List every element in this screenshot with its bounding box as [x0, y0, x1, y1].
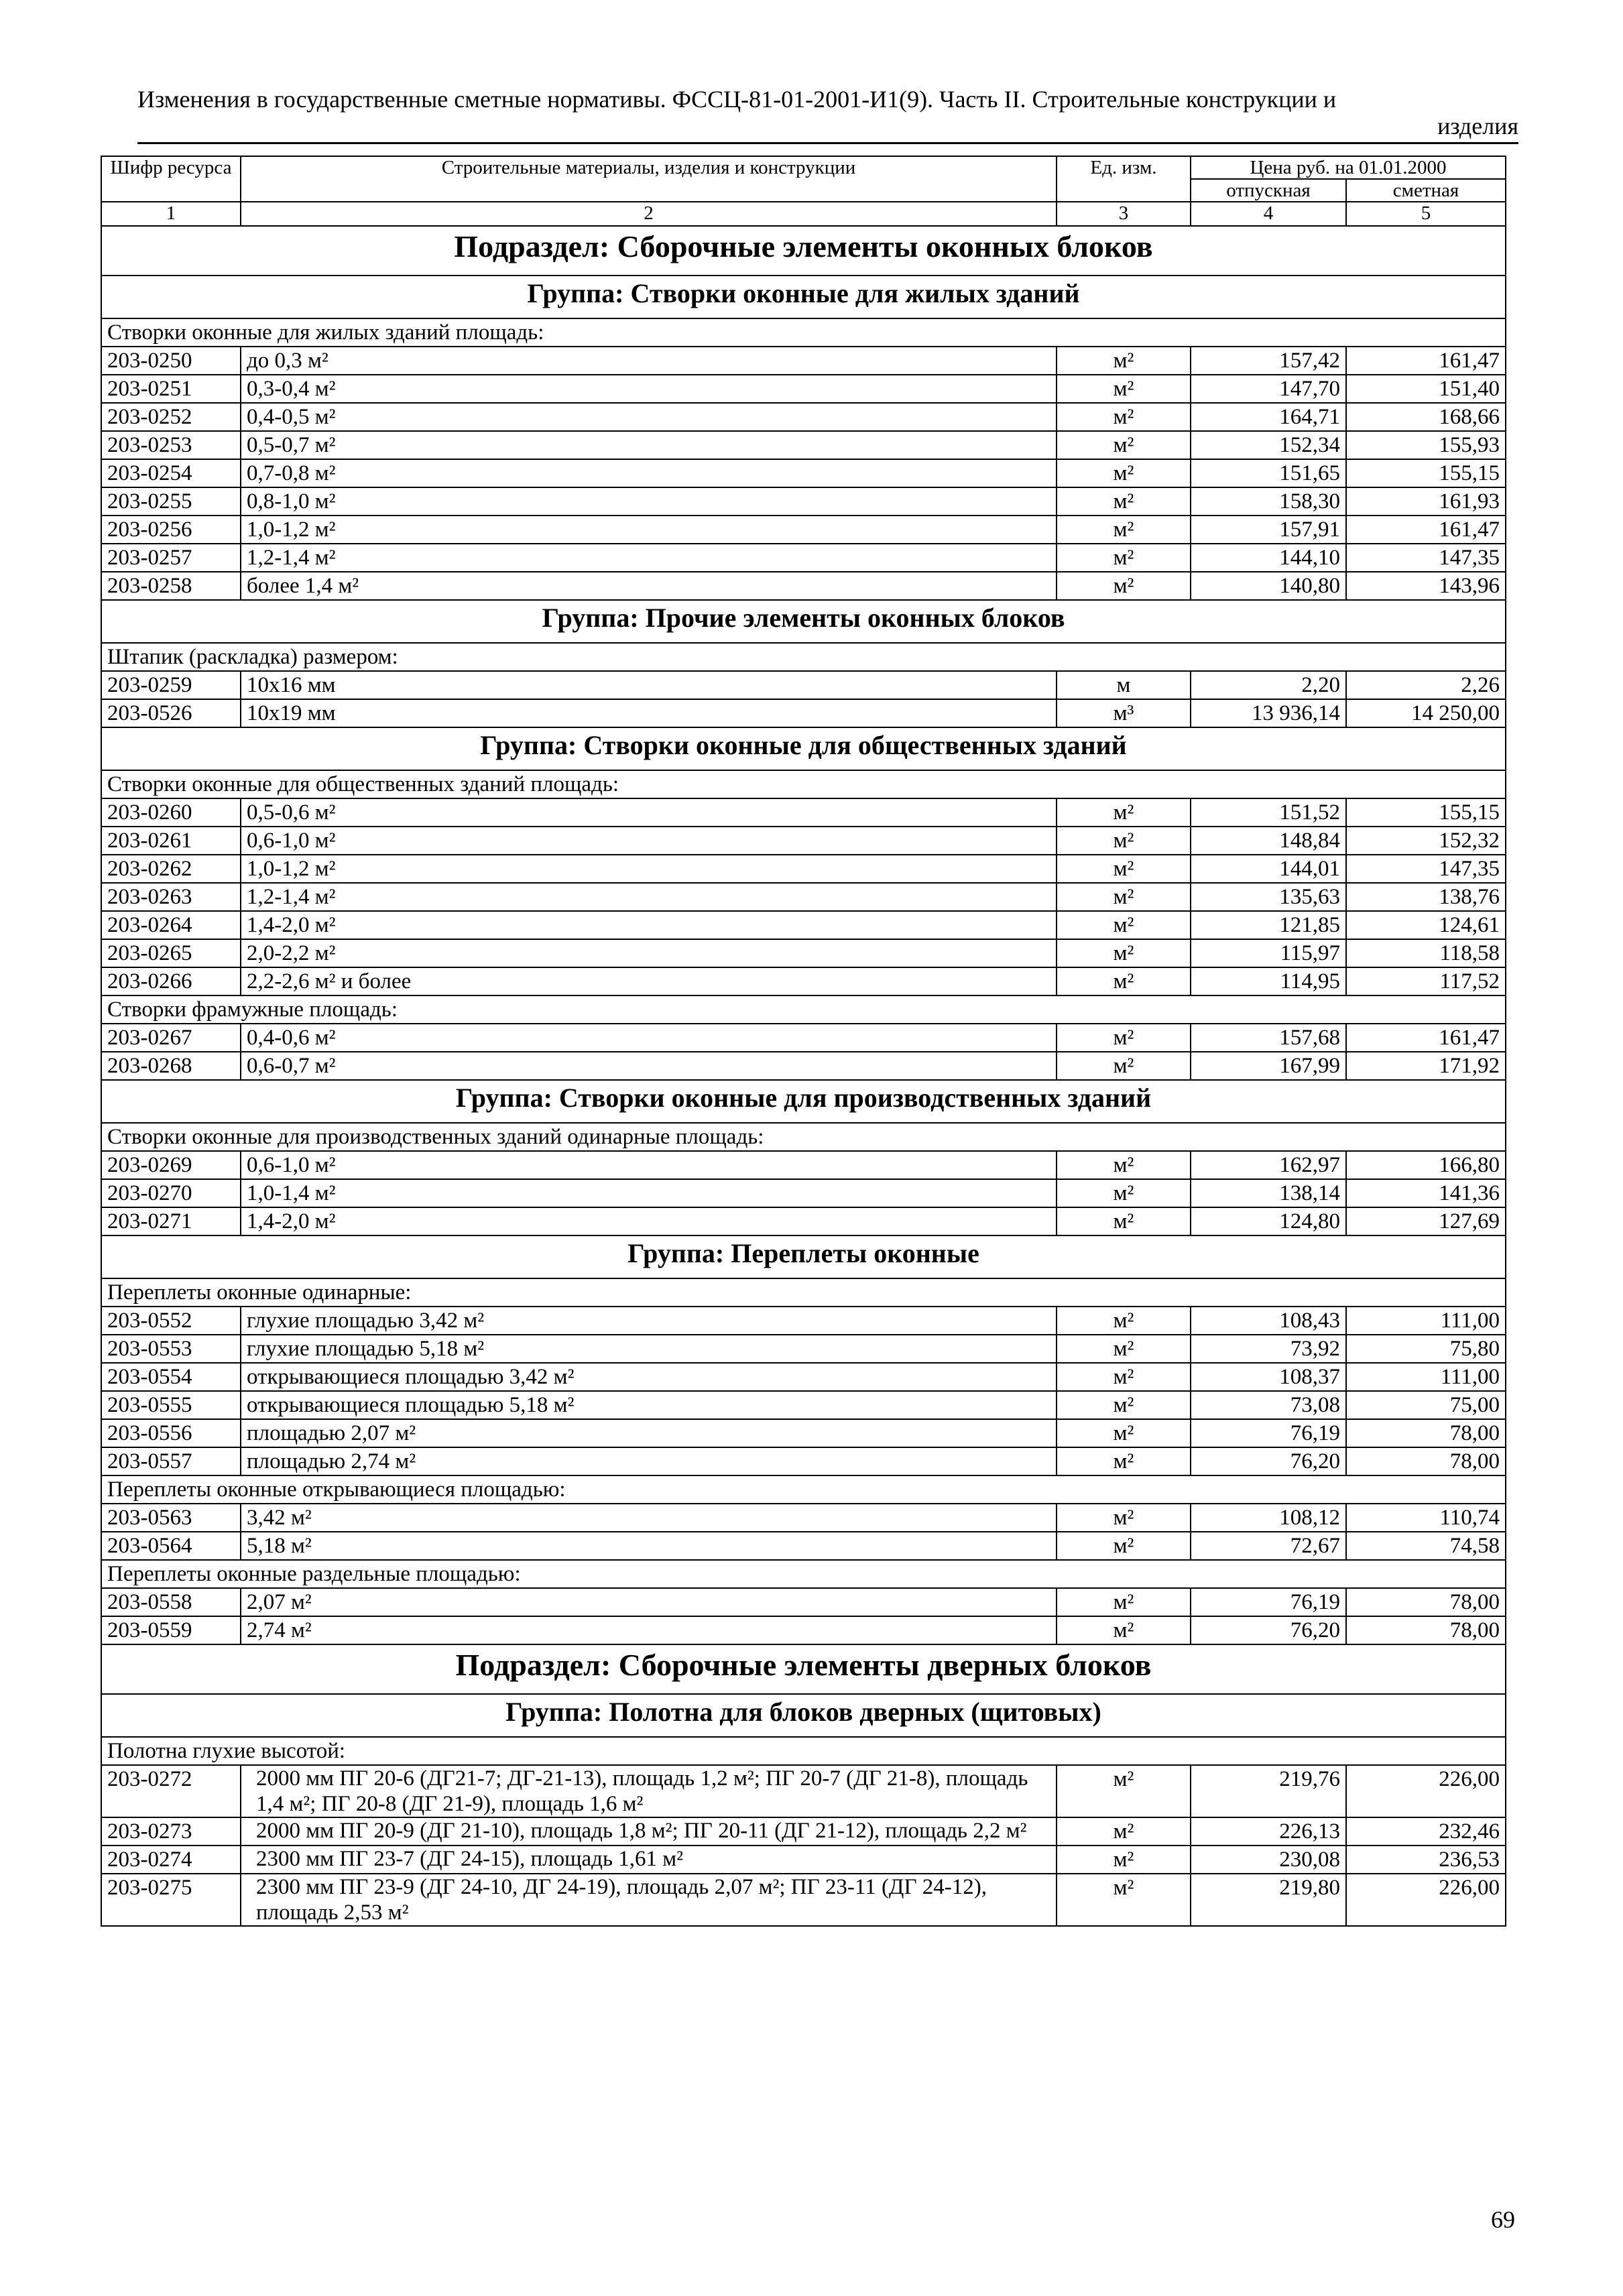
header-name: Строительные материалы, изделия и конструкции [241, 156, 1057, 202]
release-price: 72,67 [1191, 1532, 1346, 1560]
estimate-price: 152,32 [1346, 827, 1506, 855]
estimate-price: 155,15 [1346, 798, 1506, 827]
resource-code: 203-0265 [101, 939, 241, 967]
resource-code: 203-0275 [101, 1874, 241, 1926]
col-number: 2 [241, 202, 1057, 226]
unit-cell: м² [1057, 1532, 1191, 1560]
table-row [101, 1024, 1506, 1052]
table-row [101, 671, 1506, 699]
release-price: 76,19 [1191, 1419, 1346, 1447]
table-row [101, 1391, 1506, 1419]
resource-code: 203-0272 [101, 1765, 241, 1817]
unit-cell: м² [1057, 967, 1191, 995]
table-row [101, 1817, 1506, 1846]
table-row [101, 1307, 1506, 1335]
estimate-price: 14 250,00 [1346, 699, 1506, 727]
item-name: до 0,3 м² [241, 347, 1057, 375]
release-price: 144,01 [1191, 855, 1346, 883]
item-name: 0,4-0,5 м² [241, 403, 1057, 431]
col-number: 1 [101, 202, 241, 226]
category-label: Переплеты оконные раздельные площадью: [101, 1560, 1506, 1588]
release-price: 219,80 [1191, 1874, 1346, 1926]
group-title: Группа: Переплеты оконные [101, 1235, 1506, 1278]
table-row [101, 883, 1506, 911]
resource-code: 203-0251 [101, 375, 241, 403]
unit-cell: м² [1057, 911, 1191, 939]
header-rule [137, 142, 1518, 144]
category-label: Створки оконные для производственных зданий одинарные площадь: [101, 1123, 1506, 1151]
resource-code: 203-0556 [101, 1419, 241, 1447]
table-row [101, 699, 1506, 727]
resource-code: 203-0253 [101, 431, 241, 459]
table-row [101, 1588, 1506, 1616]
unit-cell: м² [1057, 827, 1191, 855]
release-price: 115,97 [1191, 939, 1346, 967]
group-title: Группа: Полотна для блоков дверных (щитовых) [101, 1694, 1506, 1737]
release-price: 147,70 [1191, 375, 1346, 403]
item-name: 1,2-1,4 м² [241, 544, 1057, 572]
col-number: 4 [1191, 202, 1346, 226]
page-number: 69 [1491, 2206, 1515, 2233]
estimate-price: 171,92 [1346, 1052, 1506, 1080]
unit-cell: м² [1057, 459, 1191, 487]
table-row [101, 939, 1506, 967]
unit-cell: м² [1057, 1307, 1191, 1335]
estimate-price: 78,00 [1346, 1588, 1506, 1616]
category-label: Полотна глухие высотой: [101, 1737, 1506, 1765]
item-name: 2300 мм ПГ 23-9 (ДГ 24-10, ДГ 24-19), площадь 2,07 м²; ПГ 23-11 (ДГ 24-12), площадь 2,53 м² [241, 1874, 1057, 1926]
table-row [101, 1335, 1506, 1363]
estimate-price: 226,00 [1346, 1874, 1506, 1926]
release-price: 148,84 [1191, 827, 1346, 855]
header-estimate: сметная [1346, 179, 1506, 202]
item-name: 2000 мм ПГ 20-9 (ДГ 21-10), площадь 1,8 м²; ПГ 20-11 (ДГ 21-12), площадь 2,2 м² [241, 1817, 1057, 1846]
category-label-row [101, 995, 1506, 1024]
resource-code: 203-0557 [101, 1447, 241, 1475]
resource-code: 203-0258 [101, 572, 241, 600]
release-price: 167,99 [1191, 1052, 1346, 1080]
resource-code: 203-0250 [101, 347, 241, 375]
estimate-price: 226,00 [1346, 1765, 1506, 1817]
unit-cell: м² [1057, 939, 1191, 967]
estimate-price: 168,66 [1346, 403, 1506, 431]
category-label-row [101, 643, 1506, 671]
col-number: 3 [1057, 202, 1191, 226]
resource-code: 203-0264 [101, 911, 241, 939]
release-price: 162,97 [1191, 1151, 1346, 1179]
release-price: 157,42 [1191, 347, 1346, 375]
header-price: Цена руб. на 01.01.2000 [1191, 156, 1506, 179]
category-label-row [101, 770, 1506, 798]
release-price: 140,80 [1191, 572, 1346, 600]
table-row [101, 1532, 1506, 1560]
item-name: 1,0-1,4 м² [241, 1179, 1057, 1207]
item-name: 3,42 м² [241, 1504, 1057, 1532]
unit-cell: м² [1057, 1874, 1191, 1926]
estimate-price: 127,69 [1346, 1207, 1506, 1235]
resource-code: 203-0563 [101, 1504, 241, 1532]
table-row [101, 572, 1506, 600]
item-name: 10х16 мм [241, 671, 1057, 699]
category-label: Штапик (раскладка) размером: [101, 643, 1506, 671]
release-price: 138,14 [1191, 1179, 1346, 1207]
release-price: 76,20 [1191, 1616, 1346, 1644]
resource-code: 203-0267 [101, 1024, 241, 1052]
resource-code: 203-0263 [101, 883, 241, 911]
unit-cell: м² [1057, 1419, 1191, 1447]
item-name: 0,5-0,6 м² [241, 798, 1057, 827]
item-name: глухие площадью 3,42 м² [241, 1307, 1057, 1335]
unit-cell: м² [1057, 487, 1191, 516]
estimate-price: 75,80 [1346, 1335, 1506, 1363]
category-label-row [101, 1737, 1506, 1765]
unit-cell: м² [1057, 1207, 1191, 1235]
col-number: 5 [1346, 202, 1506, 226]
release-price: 76,20 [1191, 1447, 1346, 1475]
item-name: 0,5-0,7 м² [241, 431, 1057, 459]
group-title: Группа: Створки оконные для жилых зданий [101, 276, 1506, 318]
item-name: площадью 2,74 м² [241, 1447, 1057, 1475]
table-row [101, 1207, 1506, 1235]
header-line-1: Изменения в государственные сметные нормативы. ФССЦ-81-01-2001-И1(9). Часть II. Строительные конструкции и [137, 86, 1337, 113]
release-price: 151,52 [1191, 798, 1346, 827]
item-name: 0,3-0,4 м² [241, 375, 1057, 403]
resource-code: 203-0552 [101, 1307, 241, 1335]
resource-code: 203-0273 [101, 1817, 241, 1846]
group-row [101, 1235, 1506, 1278]
item-name: 0,6-1,0 м² [241, 827, 1057, 855]
resource-code: 203-0257 [101, 544, 241, 572]
category-label-row [101, 1475, 1506, 1504]
category-label: Переплеты оконные одинарные: [101, 1278, 1506, 1307]
table-row [101, 1447, 1506, 1475]
group-row [101, 1080, 1506, 1123]
item-name: открывающиеся площадью 5,18 м² [241, 1391, 1057, 1419]
category-label: Створки оконные для жилых зданий площадь: [101, 318, 1506, 347]
resource-code: 203-0554 [101, 1363, 241, 1391]
resource-code: 203-0259 [101, 671, 241, 699]
unit-cell: м² [1057, 798, 1191, 827]
estimate-price: 141,36 [1346, 1179, 1506, 1207]
estimate-price: 236,53 [1346, 1846, 1506, 1874]
item-name: площадью 2,07 м² [241, 1419, 1057, 1447]
header-code: Шифр ресурса [101, 156, 241, 202]
release-price: 230,08 [1191, 1846, 1346, 1874]
table-row [101, 487, 1506, 516]
table-row [101, 516, 1506, 544]
item-name: 2,07 м² [241, 1588, 1057, 1616]
release-price: 158,30 [1191, 487, 1346, 516]
resource-code: 203-0271 [101, 1207, 241, 1235]
unit-cell: м² [1057, 1363, 1191, 1391]
unit-cell: м [1057, 671, 1191, 699]
resource-code: 203-0526 [101, 699, 241, 727]
table-row [101, 911, 1506, 939]
resource-code: 203-0564 [101, 1532, 241, 1560]
release-price: 76,19 [1191, 1588, 1346, 1616]
table-row [101, 1504, 1506, 1532]
estimate-price: 151,40 [1346, 375, 1506, 403]
estimate-price: 138,76 [1346, 883, 1506, 911]
item-name: 2,0-2,2 м² [241, 939, 1057, 967]
table-header-row [101, 156, 1506, 179]
group-title: Группа: Створки оконные для производственных зданий [101, 1080, 1506, 1123]
estimate-price: 161,47 [1346, 516, 1506, 544]
item-name: более 1,4 м² [241, 572, 1057, 600]
release-price: 2,20 [1191, 671, 1346, 699]
unit-cell: м² [1057, 1179, 1191, 1207]
item-name: 1,4-2,0 м² [241, 911, 1057, 939]
release-price: 151,65 [1191, 459, 1346, 487]
subsection-title: Подраздел: Сборочные элементы дверных блоков [101, 1644, 1506, 1694]
unit-cell: м² [1057, 1024, 1191, 1052]
estimate-price: 74,58 [1346, 1532, 1506, 1560]
estimate-price: 161,93 [1346, 487, 1506, 516]
table-row [101, 967, 1506, 995]
estimate-price: 117,52 [1346, 967, 1506, 995]
unit-cell: м² [1057, 516, 1191, 544]
estimate-price: 166,80 [1346, 1151, 1506, 1179]
unit-cell: м² [1057, 1616, 1191, 1644]
resource-code: 203-0260 [101, 798, 241, 827]
unit-cell: м² [1057, 1052, 1191, 1080]
estimate-price: 161,47 [1346, 1024, 1506, 1052]
item-name: 5,18 м² [241, 1532, 1057, 1560]
release-price: 73,92 [1191, 1335, 1346, 1363]
item-name: 0,6-0,7 м² [241, 1052, 1057, 1080]
resource-code: 203-0254 [101, 459, 241, 487]
unit-cell: м² [1057, 1846, 1191, 1874]
item-name: открывающиеся площадью 3,42 м² [241, 1363, 1057, 1391]
release-price: 108,43 [1191, 1307, 1346, 1335]
header-line-2: изделия [1437, 113, 1518, 139]
estimate-price: 75,00 [1346, 1391, 1506, 1419]
release-price: 135,63 [1191, 883, 1346, 911]
item-name: 1,0-1,2 м² [241, 855, 1057, 883]
release-price: 157,91 [1191, 516, 1346, 544]
subsection-row [101, 226, 1506, 276]
unit-cell: м² [1057, 572, 1191, 600]
table-row [101, 459, 1506, 487]
unit-cell: м² [1057, 403, 1191, 431]
item-name: 10х19 мм [241, 699, 1057, 727]
resource-code: 203-0266 [101, 967, 241, 995]
unit-cell: м² [1057, 375, 1191, 403]
table-row [101, 1363, 1506, 1391]
item-name: глухие площадью 5,18 м² [241, 1335, 1057, 1363]
estimate-price: 147,35 [1346, 855, 1506, 883]
item-name: 2300 мм ПГ 23-7 (ДГ 24-15), площадь 1,61 м² [241, 1846, 1057, 1874]
item-name: 1,2-1,4 м² [241, 883, 1057, 911]
group-row [101, 1694, 1506, 1737]
estimate-price: 155,15 [1346, 459, 1506, 487]
release-price: 124,80 [1191, 1207, 1346, 1235]
unit-cell: м² [1057, 544, 1191, 572]
unit-cell: м² [1057, 1151, 1191, 1179]
group-title: Группа: Прочие элементы оконных блоков [101, 600, 1506, 643]
estimate-price: 78,00 [1346, 1447, 1506, 1475]
table-row [101, 1419, 1506, 1447]
estimate-price: 147,35 [1346, 544, 1506, 572]
table-row [101, 1874, 1506, 1926]
release-price: 13 936,14 [1191, 699, 1346, 727]
table-row [101, 1846, 1506, 1874]
header-unit: Ед. изм. [1057, 156, 1191, 202]
item-name: 0,6-1,0 м² [241, 1151, 1057, 1179]
unit-cell: м² [1057, 347, 1191, 375]
category-label: Створки оконные для общественных зданий площадь: [101, 770, 1506, 798]
estimate-price: 143,96 [1346, 572, 1506, 600]
release-price: 121,85 [1191, 911, 1346, 939]
estimate-price: 110,74 [1346, 1504, 1506, 1532]
category-label-row [101, 1278, 1506, 1307]
release-price: 219,76 [1191, 1765, 1346, 1817]
resource-code: 203-0274 [101, 1846, 241, 1874]
item-name: 0,8-1,0 м² [241, 487, 1057, 516]
resource-code: 203-0270 [101, 1179, 241, 1207]
category-label-row [101, 1560, 1506, 1588]
unit-cell: м² [1057, 855, 1191, 883]
item-name: 1,4-2,0 м² [241, 1207, 1057, 1235]
group-title: Группа: Створки оконные для общественных зданий [101, 727, 1506, 770]
resource-code: 203-0255 [101, 487, 241, 516]
table-row [101, 375, 1506, 403]
column-number-row [101, 202, 1506, 226]
table-row [101, 855, 1506, 883]
category-label: Створки фрамужные площадь: [101, 995, 1506, 1024]
estimate-price: 118,58 [1346, 939, 1506, 967]
group-row [101, 276, 1506, 318]
table-row [101, 1616, 1506, 1644]
subsection-row [101, 1644, 1506, 1694]
unit-cell: м² [1057, 883, 1191, 911]
resource-code: 203-0555 [101, 1391, 241, 1419]
category-label-row [101, 1123, 1506, 1151]
table-row [101, 1179, 1506, 1207]
page-header [137, 86, 1518, 139]
estimate-price: 78,00 [1346, 1616, 1506, 1644]
table-row [101, 1052, 1506, 1080]
release-price: 114,95 [1191, 967, 1346, 995]
table-row [101, 1765, 1506, 1817]
item-name: 2,2-2,6 м² и более [241, 967, 1057, 995]
estimate-price: 2,26 [1346, 671, 1506, 699]
resource-code: 203-0252 [101, 403, 241, 431]
item-name: 2000 мм ПГ 20-6 (ДГ21-7; ДГ-21-13), площадь 1,2 м²; ПГ 20-7 (ДГ 21-8), площадь 1,4 м²; ПГ 20-8 (ДГ 21-9), площадь 1,6 м² [241, 1765, 1057, 1817]
unit-cell: м² [1057, 431, 1191, 459]
table-row [101, 431, 1506, 459]
release-price: 108,12 [1191, 1504, 1346, 1532]
table-row [101, 1151, 1506, 1179]
estimate-price: 78,00 [1346, 1419, 1506, 1447]
header-release: отпускная [1191, 179, 1346, 202]
release-price: 164,71 [1191, 403, 1346, 431]
resource-code: 203-0261 [101, 827, 241, 855]
price-table [101, 156, 1506, 1927]
release-price: 226,13 [1191, 1817, 1346, 1846]
item-name: 2,74 м² [241, 1616, 1057, 1644]
table-row [101, 827, 1506, 855]
estimate-price: 155,93 [1346, 431, 1506, 459]
release-price: 144,10 [1191, 544, 1346, 572]
category-label: Переплеты оконные открывающиеся площадью: [101, 1475, 1506, 1504]
resource-code: 203-0559 [101, 1616, 241, 1644]
unit-cell: м² [1057, 1504, 1191, 1532]
resource-code: 203-0553 [101, 1335, 241, 1363]
release-price: 157,68 [1191, 1024, 1346, 1052]
table-row [101, 347, 1506, 375]
item-name: 0,4-0,6 м² [241, 1024, 1057, 1052]
resource-code: 203-0269 [101, 1151, 241, 1179]
unit-cell: м² [1057, 1335, 1191, 1363]
unit-cell: м² [1057, 1765, 1191, 1817]
resource-code: 203-0268 [101, 1052, 241, 1080]
unit-cell: м² [1057, 1588, 1191, 1616]
release-price: 152,34 [1191, 431, 1346, 459]
unit-cell: м³ [1057, 699, 1191, 727]
item-name: 0,7-0,8 м² [241, 459, 1057, 487]
estimate-price: 111,00 [1346, 1363, 1506, 1391]
estimate-price: 111,00 [1346, 1307, 1506, 1335]
category-label-row [101, 318, 1506, 347]
table-row [101, 544, 1506, 572]
table-row [101, 798, 1506, 827]
resource-code: 203-0558 [101, 1588, 241, 1616]
unit-cell: м² [1057, 1447, 1191, 1475]
unit-cell: м² [1057, 1817, 1191, 1846]
item-name: 1,0-1,2 м² [241, 516, 1057, 544]
group-row [101, 600, 1506, 643]
unit-cell: м² [1057, 1391, 1191, 1419]
resource-code: 203-0262 [101, 855, 241, 883]
subsection-title: Подраздел: Сборочные элементы оконных блоков [101, 226, 1506, 276]
release-price: 73,08 [1191, 1391, 1346, 1419]
estimate-price: 124,61 [1346, 911, 1506, 939]
group-row [101, 727, 1506, 770]
resource-code: 203-0256 [101, 516, 241, 544]
release-price: 108,37 [1191, 1363, 1346, 1391]
table-row [101, 403, 1506, 431]
estimate-price: 232,46 [1346, 1817, 1506, 1846]
estimate-price: 161,47 [1346, 347, 1506, 375]
